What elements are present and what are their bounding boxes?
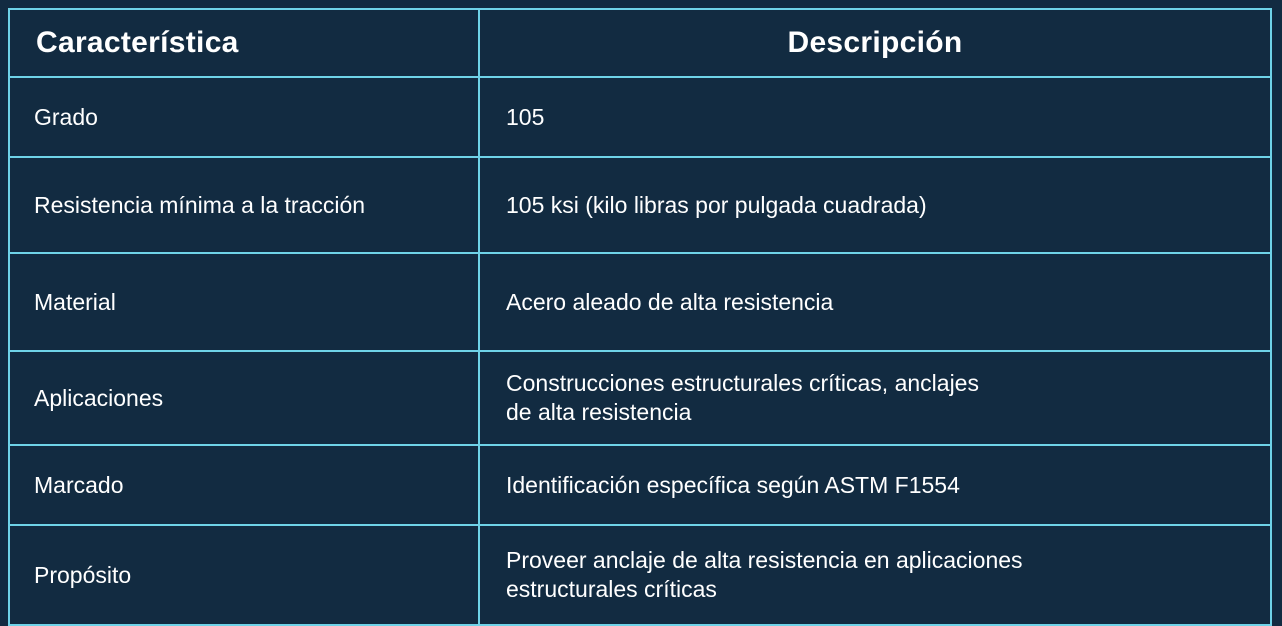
- cell-feature-marcado: Marcado: [9, 445, 479, 525]
- table-header: [9, 9, 1271, 77]
- cell-description-marcado: [479, 445, 1271, 525]
- description-line: 105: [506, 103, 545, 130]
- cell-description-proposito: [479, 525, 1271, 625]
- cell-description-grado: [479, 77, 1271, 157]
- cell-description-material: [479, 253, 1271, 351]
- description-line: 105 ksi (kilo libras por pulgada cuadrada): [506, 191, 927, 218]
- table-row: [9, 77, 1271, 157]
- cell-feature-resistencia: Resistencia mínima a la tracción: [9, 157, 479, 253]
- table-row: [9, 525, 1271, 625]
- table-row: [9, 351, 1271, 445]
- description-line: Proveer anclaje de alta resistencia en aplicaciones: [506, 547, 1023, 574]
- table-header-row: [9, 9, 1271, 77]
- cell-description-resistencia: [479, 157, 1271, 253]
- description-line: Construcciones estructurales críticas, anclajes: [506, 370, 979, 397]
- description-line: Identificación específica según ASTM F1554: [506, 471, 960, 498]
- column-header-feature: Característica: [9, 9, 479, 77]
- description-line-secondary: estructurales críticas: [506, 576, 717, 602]
- cell-description-aplicaciones: [479, 351, 1271, 445]
- specification-table: [8, 8, 1272, 626]
- column-header-description: Descripción: [479, 9, 1271, 77]
- description-line: Acero aleado de alta resistencia: [506, 288, 834, 315]
- table-body: [9, 77, 1271, 625]
- cell-feature-proposito: Propósito: [9, 525, 479, 625]
- description-line-secondary: de alta resistencia: [506, 399, 692, 425]
- cell-feature-aplicaciones: Aplicaciones: [9, 351, 479, 445]
- table-row: [9, 253, 1271, 351]
- table-row: [9, 157, 1271, 253]
- table-row: [9, 445, 1271, 525]
- cell-feature-material: Material: [9, 253, 479, 351]
- cell-feature-grado: Grado: [9, 77, 479, 157]
